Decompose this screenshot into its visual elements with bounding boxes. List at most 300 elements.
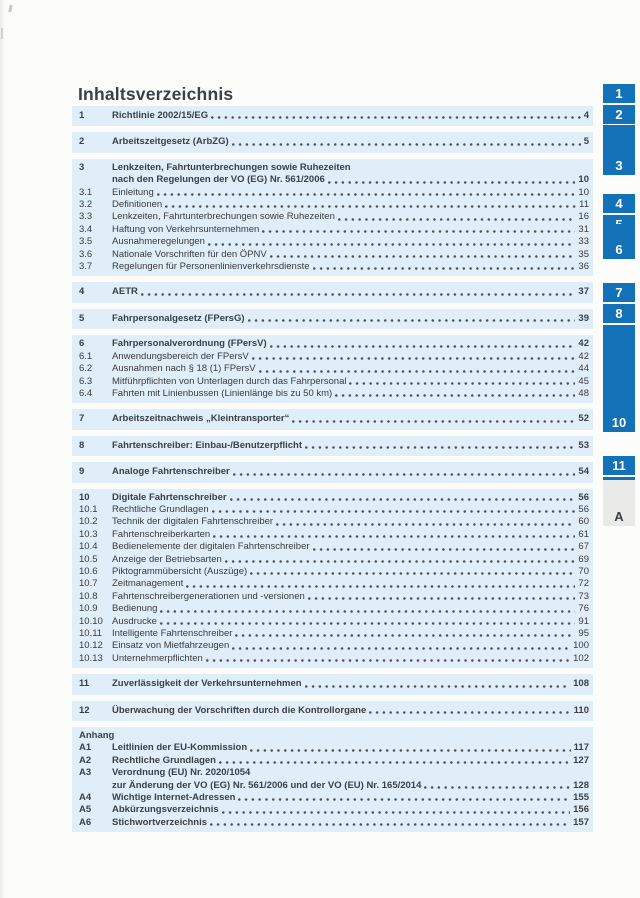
toc-entry-title: Fahrpersonalgesetz (FPersG) (112, 312, 245, 324)
toc-entry-number: 3 (79, 161, 85, 173)
toc-section-band (72, 436, 593, 456)
toc-entry-title: Arbeitszeitnachweis „Kleintransporter“ (112, 413, 290, 425)
toc-entry-body (112, 705, 589, 717)
toc-entry-body (112, 261, 589, 273)
toc-section-band (72, 409, 593, 429)
toc-entry-title: Fahrpersonalverordnung (FPersV) (112, 338, 267, 350)
toc-entry-number: 6 (79, 338, 85, 350)
toc-entry-body (112, 286, 589, 298)
toc-entry-title: Fahrten mit Linienbussen (Linienlänge bis zu 50 km) (112, 387, 333, 399)
toc-entry-title: Bedienelemente der digitalen Fahrtenschreiber (112, 541, 310, 553)
toc-entry-number: 10.10 (79, 615, 103, 627)
toc-entry-line (112, 516, 589, 528)
toc-entry-title: Einsatz von Mietfahrzeugen (112, 640, 230, 652)
toc-row (72, 466, 589, 478)
toc-row (72, 640, 589, 652)
dot-leader (141, 292, 576, 297)
toc-entry-body (112, 755, 589, 767)
dot-leader (211, 115, 581, 120)
dot-leader (157, 192, 576, 197)
toc-section-band (72, 106, 593, 126)
toc-entry-body (112, 136, 589, 148)
toc-entry-line (112, 529, 589, 541)
toc-entry-line (112, 504, 589, 516)
scan-edge-shade (0, 0, 5, 898)
toc-entry-body (112, 628, 589, 640)
toc-entry-title: Bedienung (112, 603, 158, 615)
toc-page-number: 54 (578, 466, 589, 478)
toc-entry-number: 3.7 (79, 261, 93, 273)
toc-page-number: 155 (573, 792, 589, 804)
toc-entry-number: 10.11 (79, 628, 103, 639)
toc-page-number: 102 (573, 652, 589, 664)
toc-row (72, 591, 589, 603)
toc-entry-line (112, 578, 589, 590)
toc-entry-body (112, 492, 589, 504)
toc-entry-body (112, 313, 589, 325)
toc-entry-line (112, 211, 589, 223)
toc-entry-title: Piktogrammübersicht (Auszüge) (112, 565, 248, 577)
toc-entry-title: Regelungen für Personenlinienverkehrsdienste (112, 261, 310, 273)
toc-entry-line (112, 466, 589, 478)
toc-entry-number: A4 (79, 792, 92, 804)
toc-entry-number: 6.4 (79, 387, 93, 399)
toc-entry-number: 10.5 (79, 553, 98, 565)
dot-leader (186, 584, 575, 589)
toc-page-number: 156 (573, 804, 589, 816)
toc-row (72, 628, 589, 640)
toc-entry-number: 6.2 (79, 363, 93, 375)
toc-entry-line (112, 351, 589, 363)
toc-entry-line (112, 603, 589, 615)
toc-row (72, 236, 589, 248)
toc-entry-line (112, 792, 589, 804)
toc-entry-body (112, 110, 589, 122)
toc-page-number: 117 (573, 742, 589, 754)
scan-artifact (8, 5, 12, 12)
toc-row (72, 541, 589, 553)
side-tab-1 (603, 84, 635, 103)
toc-row (72, 440, 589, 452)
toc-page-number: 33 (578, 236, 589, 248)
side-tab-8 (603, 304, 635, 323)
toc-entry-body (112, 162, 589, 187)
dot-leader (270, 254, 576, 259)
toc-entry-line (112, 136, 589, 148)
toc-entry-line (112, 388, 589, 400)
toc-row (72, 363, 589, 375)
toc-row (72, 792, 589, 804)
toc-entry-number: 4 (79, 286, 85, 298)
toc-row (72, 338, 589, 350)
toc-entry-number: 11 (79, 678, 90, 690)
side-tab-label: A (614, 509, 624, 524)
toc-page-number: 53 (578, 439, 589, 451)
toc-entry-title: Ausnahmen nach § 18 (1) FPersV (112, 363, 256, 375)
toc-entry-body (112, 351, 589, 363)
toc-entry-body (112, 466, 589, 478)
toc-entry-title: Arbeitszeitgesetz (ArbZG) (112, 136, 229, 148)
toc-entry-body (112, 566, 589, 578)
toc-entry-line (112, 653, 589, 665)
toc-page-number: 11 (579, 199, 589, 211)
dot-leader (259, 369, 576, 374)
toc-section-band (72, 335, 593, 403)
toc-row (72, 261, 589, 273)
side-tab-label: 4 (615, 196, 623, 211)
toc-entry-title: AETR (112, 286, 138, 298)
toc-entry-line (112, 174, 589, 186)
toc-entry-title: Unternehmerpflichten (112, 652, 203, 664)
toc-entry-body (112, 792, 589, 804)
toc-entry-number: 10.13 (79, 652, 103, 664)
toc-page-number: 42 (578, 338, 589, 350)
dot-leader (219, 760, 570, 765)
toc-entry-line (112, 249, 589, 261)
toc-entry-body (112, 413, 589, 425)
toc-entry-body (112, 236, 589, 248)
toc-entry-title: Zeitmanagement (112, 578, 184, 590)
dot-leader (292, 419, 575, 424)
toc-section-band (72, 674, 593, 694)
toc-entry-body (112, 504, 589, 516)
toc-entry-line (112, 110, 589, 122)
toc-entry-number: 2 (79, 136, 85, 148)
toc-entry-body (112, 541, 589, 553)
toc-entry-body (112, 591, 589, 603)
toc-entry-body (112, 578, 589, 590)
side-tab-label: 11 (612, 458, 626, 473)
toc-page-number: 4 (583, 110, 589, 121)
toc-entry-title: Intelligente Fahrtenschreiber (112, 628, 233, 639)
dot-leader (208, 242, 575, 247)
toc-page-number: 16 (578, 211, 589, 223)
toc-entry-number: 10.4 (79, 541, 98, 553)
toc-entry-line (112, 705, 589, 717)
toc-entry-body (112, 554, 589, 566)
toc-entry-number: 3.2 (79, 199, 93, 211)
toc-entry-line (112, 187, 589, 199)
toc-entry-title: Stichwortverzeichnis (112, 816, 208, 828)
toc-section-band (72, 462, 593, 482)
toc-page-number: 52 (578, 413, 589, 425)
toc-row (72, 678, 589, 690)
toc-page-number: 100 (573, 640, 589, 652)
dot-leader (308, 596, 576, 601)
dot-leader (238, 797, 570, 802)
toc-entry-line (112, 640, 589, 652)
toc-entry-title: Nationale Vorschriften für den ÖPNV (112, 248, 267, 260)
toc-page-number: 95 (578, 628, 589, 639)
toc-entry-line (112, 678, 589, 690)
toc-entry-body (112, 678, 589, 690)
toc-entry-line (112, 591, 589, 603)
toc-page-number: 56 (578, 491, 589, 503)
dot-leader (252, 356, 576, 361)
toc-entry-line (112, 440, 589, 452)
toc-page-number: 70 (578, 565, 589, 577)
toc-entry-line (112, 780, 589, 792)
toc-entry-number: 3.4 (79, 223, 93, 235)
dot-leader (225, 559, 576, 564)
toc-entry-line (112, 236, 589, 248)
toc-entry-title: Lenkzeiten, Fahrtunterbrechungen sowie Ruhezeiten (112, 211, 335, 223)
dot-leader (335, 393, 575, 398)
toc-page-number: 128 (573, 779, 589, 791)
toc-entry-title: Abkürzungsverzeichnis (112, 804, 219, 816)
toc-entry-title: Definitionen (112, 199, 163, 211)
side-tab-11 (603, 456, 635, 475)
toc-entry-line (112, 616, 589, 628)
toc-page-number: 108 (573, 678, 589, 690)
toc-entry-line (112, 162, 589, 174)
toc-entry-line (112, 554, 589, 566)
side-tab-2 (603, 105, 635, 124)
toc-entry-body (112, 653, 589, 665)
toc-section-band (72, 727, 593, 832)
toc-entry-title: Rechtliche Grundlagen (112, 503, 209, 515)
toc-entry-number: 10.7 (79, 578, 98, 590)
dot-leader (232, 646, 570, 651)
dot-leader (313, 547, 576, 552)
toc-row (72, 249, 589, 261)
toc-section-band (72, 159, 593, 277)
toc-entry-number: 10.12 (79, 640, 103, 652)
toc-row (72, 804, 589, 816)
side-tab-label: 1 (615, 86, 623, 101)
toc-entry-number: 10 (79, 491, 90, 503)
toc-entry-title: zur Änderung der VO (EG) Nr. 561/2006 und der VO (EU) Nr. 165/2014 (112, 779, 422, 791)
toc-entry-number: A5 (79, 804, 92, 816)
toc-page-number: 45 (578, 375, 589, 387)
dot-leader (328, 180, 576, 185)
toc-entry-title: Lenkzeiten, Fahrtunterbrechungen sowie Ruhezeiten (112, 161, 351, 173)
toc-page-number: 67 (578, 541, 589, 553)
toc-row (72, 313, 589, 325)
dot-leader (213, 534, 575, 539)
dot-leader (165, 204, 576, 209)
toc-row (72, 376, 589, 388)
side-tab-4 (603, 194, 635, 213)
dot-leader (232, 142, 581, 147)
toc-page-number: 48 (578, 387, 589, 399)
toc-entry-title: Mitführpflichten von Unterlagen durch das Fahrpersonal (112, 375, 347, 387)
toc-page-number: 37 (578, 286, 589, 298)
toc-entry-number: 7 (79, 413, 85, 425)
toc-entry-title: Anwendungsbereich der FPersV (112, 350, 249, 362)
dot-leader (313, 266, 576, 271)
side-tab-7 (603, 283, 635, 302)
toc-entry-title: Leitlinien der EU-Kommission (112, 742, 248, 754)
toc-page-number: 10 (578, 186, 589, 198)
toc-page-number: 5 (583, 136, 589, 148)
page-title: Inhaltsverzeichnis (78, 84, 234, 104)
toc-page-number: 10 (578, 174, 589, 186)
toc-row (72, 529, 589, 541)
toc-entry-line (112, 755, 589, 767)
toc-entry-line (112, 413, 589, 425)
toc-entry-title: Überwachung der Vorschriften durch die Kontrollorgane (112, 704, 367, 716)
toc-entry-number: 10.9 (79, 603, 98, 615)
toc-page-number: 56 (578, 503, 589, 515)
toc-row (72, 187, 589, 199)
toc-row (72, 224, 589, 236)
side-tab-label: 2 (615, 107, 623, 122)
dot-leader (424, 785, 570, 790)
toc-row (72, 767, 589, 792)
side-tab-label: 6 (615, 242, 623, 257)
toc-entry-title: Wichtige Internet-Adressen (112, 792, 236, 804)
toc-row (72, 286, 589, 298)
toc-row (72, 603, 589, 615)
toc-entry-title: nach den Regelungen der VO (EG) Nr. 561/2006 (112, 174, 325, 186)
toc-row (72, 578, 589, 590)
toc-entry-body (112, 767, 589, 792)
toc-row (72, 653, 589, 665)
toc-page-number: 31 (578, 223, 589, 235)
dot-leader (233, 472, 576, 477)
toc-entry-number: 3.6 (79, 248, 93, 260)
toc-entry-number: A2 (79, 754, 92, 766)
toc-entry-number: 10.1 (79, 503, 98, 515)
toc-row (72, 413, 589, 425)
toc-entry-line (112, 566, 589, 578)
toc-row (72, 388, 589, 400)
dot-leader (248, 318, 576, 323)
toc-entry-title: Ausnahmeregelungen (112, 236, 205, 248)
dot-leader (250, 571, 575, 576)
toc-page-number: 72 (578, 578, 589, 590)
dot-leader (210, 822, 570, 827)
toc-entry-body (112, 616, 589, 628)
toc-entry-line (112, 541, 589, 553)
toc-row (72, 162, 589, 187)
toc-row (72, 110, 589, 122)
toc-page-number: 69 (578, 553, 589, 565)
toc-entry-line (112, 286, 589, 298)
toc-row (72, 492, 589, 504)
toc-entry-number: A6 (79, 816, 92, 828)
side-tab-label: 7 (615, 285, 623, 300)
toc-page-number: 42 (578, 350, 589, 362)
toc-entry-title: Einleitung (112, 186, 154, 198)
toc-entry-line (112, 804, 589, 816)
toc-page (72, 84, 593, 838)
dot-leader (369, 710, 570, 715)
dot-leader (222, 810, 571, 815)
toc-entry-number: 10.8 (79, 590, 98, 602)
toc-entry-body (112, 804, 589, 816)
toc-row (72, 705, 589, 717)
toc-row (72, 817, 589, 829)
side-tab-3 (603, 125, 635, 175)
toc-entry-body (112, 249, 589, 261)
toc-entry-number: 10.3 (79, 528, 98, 540)
toc-entry-number: 10.6 (79, 565, 98, 577)
toc-section-band (72, 701, 593, 721)
toc-entry-line (112, 261, 589, 273)
toc-entry-body (112, 338, 589, 350)
toc-entry-number: 1 (79, 110, 85, 121)
side-tab-a (603, 480, 635, 526)
toc-row (72, 616, 589, 628)
toc-entry-number: 3.1 (79, 186, 93, 198)
toc-entry-title: Ausdrucke (112, 615, 157, 627)
toc-entry-line (112, 767, 589, 779)
toc-row (72, 516, 589, 528)
toc-entry-title: Technik der digitalen Fahrtenschreiber (112, 516, 274, 528)
toc-row (72, 755, 589, 767)
dot-leader (230, 497, 576, 502)
toc-row (72, 566, 589, 578)
dot-leader (270, 344, 576, 349)
toc-entry-body (112, 516, 589, 528)
toc-page-number: 44 (578, 363, 589, 375)
toc-page-number: 127 (573, 754, 589, 766)
toc-entry-number: 12 (79, 704, 90, 716)
toc-page-number: 157 (573, 816, 589, 828)
toc-entry-title: Haftung von Verkehrsunternehmen (112, 223, 260, 235)
side-tab-label: 10 (611, 415, 627, 430)
toc-page-number: 39 (578, 312, 589, 324)
toc-row (72, 742, 589, 754)
toc-entry-body (112, 199, 589, 211)
toc-row (72, 199, 589, 211)
toc-page-number: 110 (573, 704, 589, 716)
toc-entry-body (112, 742, 589, 754)
toc-page-number: 60 (578, 516, 589, 528)
toc-entry-number: 6.3 (79, 375, 93, 387)
toc-entry-title: Zuverlässigkeit der Verkehrsunternehmen (112, 678, 302, 690)
toc-section-band (72, 309, 593, 329)
toc-entry-number: 9 (79, 466, 85, 478)
dot-leader (250, 748, 571, 753)
toc-entry-number: 8 (79, 439, 85, 451)
dot-leader (276, 522, 575, 527)
toc-entry-body (112, 603, 589, 615)
toc-entry-body (112, 211, 589, 223)
dot-leader (349, 381, 575, 386)
toc-row (72, 136, 589, 148)
toc-entry-title: Analoge Fahrtenschreiber (112, 466, 230, 478)
toc-entry-title: Rechtliche Grundlagen (112, 754, 216, 766)
toc-entry-title: Verordnung (EU) Nr. 2020/1054 (112, 767, 251, 779)
dot-leader (305, 445, 575, 450)
toc-entry-line (112, 492, 589, 504)
toc-entry-line (112, 376, 589, 388)
toc-entry-number: A1 (79, 742, 92, 754)
dot-leader (305, 684, 571, 689)
toc-entry-number: 5 (79, 312, 85, 324)
side-tab-label: 3 (615, 158, 623, 173)
toc-list (72, 106, 593, 832)
toc-row (72, 504, 589, 516)
toc-entry-body (112, 363, 589, 375)
scan-artifact (1, 28, 3, 39)
toc-entry-body (112, 388, 589, 400)
toc-section-band (72, 132, 593, 152)
toc-entry-title: Anzeige der Betriebsarten (112, 553, 222, 565)
toc-entry-body (112, 817, 589, 829)
toc-page-number: 76 (578, 603, 589, 615)
dot-leader (160, 621, 576, 626)
toc-entry-title: Richtlinie 2002/15/EG (112, 110, 209, 121)
toc-entry-title: Fahrtenschreibergenerationen und -versionen (112, 590, 305, 602)
toc-row (72, 211, 589, 223)
toc-page-number: 91 (578, 615, 589, 627)
toc-entry-number: 3.3 (79, 211, 93, 223)
anhang-header: Anhang (79, 730, 115, 742)
